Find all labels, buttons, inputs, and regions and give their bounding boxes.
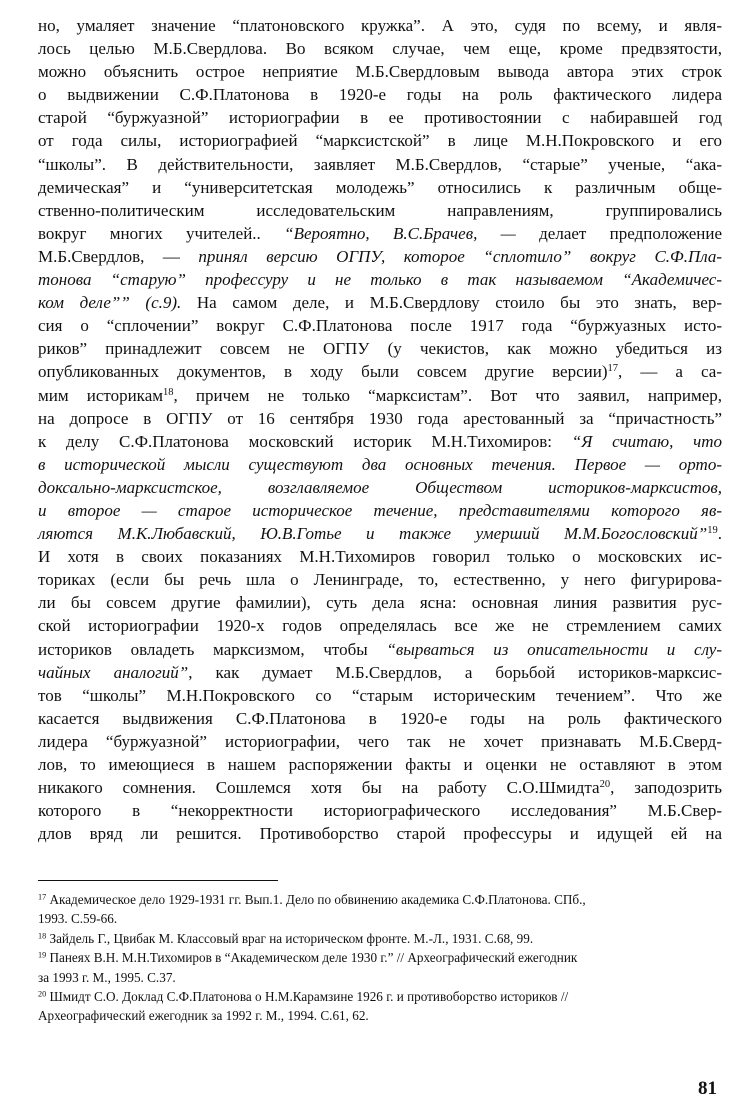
quote-segment: “Я считаю, что	[571, 431, 722, 451]
text-segment: На самом деле, и М.Б.Свердлову стоило бы это знать, вер-	[181, 293, 722, 313]
text-line: которого в “некорректности историографического исследования” М.Б.Свер-	[38, 801, 722, 821]
text-segment: никакого сомнения. Сошлемся хотя бы на работу С.О.Шмидта	[38, 778, 600, 798]
quote-segment: чайных аналогий”	[38, 662, 189, 682]
text-line: ли бы совсем другие фамилии), суть дела ясна: основная линия развития рус-	[38, 593, 722, 613]
text-line	[38, 476, 722, 499]
quote-segment: принял версию ОГПУ, которое “сплотило” вокруг С.Ф.Пла-	[198, 246, 723, 266]
footnote-continuation: 1993. С.59-66.	[38, 911, 118, 927]
footnote-number: 17	[38, 892, 47, 902]
text-line: старой “буржуазной” историографии в ее противостоянии с набиравшей год	[38, 108, 722, 128]
text-line: ственно-политическим исследовательским направлениям, группировались	[38, 200, 722, 220]
text-segment: , причем не только “марксистам”. Вот что заявил, например,	[173, 385, 722, 405]
text-line	[38, 453, 722, 476]
quote-segment: ком деле”” (с.9).	[38, 293, 182, 313]
footnote-text: Шмидт С.О. Доклад С.Ф.Платонова о Н.М.Карамзине 1926 г. и противоборство историков //	[49, 989, 569, 1005]
text-line: тов “школы” М.Н.Покровского со “старым историческим течением”. Что же	[38, 685, 722, 705]
footnote-ref: 20	[599, 779, 611, 791]
text-line	[38, 245, 722, 268]
text-segment: вокруг многих учителей..	[38, 223, 285, 243]
footnote-18	[38, 929, 722, 948]
text-line: можно объяснить острое неприятие М.Б.Свердловым вывода автора этих строк	[38, 62, 722, 82]
text-line: “школы”. В действительности, заявляет М.Б.Свердлов, “старые” ученые, “ака-	[38, 154, 722, 174]
footnote-line	[38, 890, 722, 909]
text-segment: мим историкам	[38, 385, 163, 405]
text-segment: .	[717, 524, 722, 544]
text-line: И хотя в своих показаниях М.Н.Тихомиров говорил только о московских ис-	[38, 547, 722, 567]
text-line: на допросе в ОГПУ от 16 сентября 1930 года арестованный за “причастность”	[38, 408, 722, 428]
text-segment: к делу С.Ф.Платонова московский историк М.Н.Тихомиров:	[38, 431, 572, 451]
page-number: 81	[698, 1078, 717, 1099]
footnote-text: Зайдель Г., Цвибак М. Классовый враг на историческом фронте. М.-Л., 1931. С.68, 99.	[49, 930, 534, 946]
text-segment: историков овладеть марксизмом, чтобы	[38, 639, 387, 659]
footnote-17	[38, 890, 722, 929]
text-segment: , — а са-	[618, 362, 722, 382]
text-line	[38, 776, 722, 799]
text-segment: М.Б.Свердлов, —	[38, 246, 199, 266]
text-line	[38, 638, 722, 661]
text-line: сия о “сплочении” вокруг С.Ф.Платонова после 1917 года “буржуазных исто-	[38, 316, 722, 336]
text-line: касается выдвижения С.Ф.Платонова в 1920-е годы на роль фактического	[38, 708, 722, 728]
quote-segment: в исторической мысли существуют два основных течения. Первое — орто-	[38, 454, 722, 474]
quote-segment: и второе — старое историческое течение, представителями которого яв-	[38, 500, 722, 520]
text-line: лов, то имеющиеся в нашем распоряжении факты и оценки не оставляют в этом	[38, 755, 722, 774]
text-line	[38, 291, 722, 314]
text-segment: , как думает М.Б.Свердлов, а борьбой историков-марксис-	[188, 662, 722, 682]
footnote-continuation: Археографический ежегодник за 1992 г. М., 1994. С.61, 62.	[38, 1008, 369, 1024]
text-line: лидера “буржуазной” историографии, чего так не хочет признавать М.Б.Сверд-	[38, 731, 722, 751]
text-line: ториках (если бы речь шла о Ленинграде, то, естественно, у него фигурирова-	[38, 570, 722, 590]
text-line: но, умаляет значение “платоновского кружка”. А это, судя по всему, и явля-	[38, 16, 722, 35]
text-line: риков” принадлежит совсем не ОГПУ (у чекистов, как можно убедиться из	[38, 339, 722, 359]
text-line	[38, 499, 722, 522]
quote-segment: ляются М.К.Любавский, Ю.В.Готье и также умерший М.М.Богословский”	[38, 524, 708, 544]
text-segment: опубликованных документов, в ходу были совсем другие версии)	[38, 362, 608, 382]
text-line	[38, 268, 722, 291]
text-line: длов вряд ли решится. Противоборство старой профессуры и идущей ей на	[38, 824, 722, 844]
footnote-20	[38, 987, 722, 1026]
footnote-separator	[38, 880, 278, 881]
text-segment: делает предположение	[539, 223, 722, 243]
text-line: лось целью М.Б.Свердлова. Во всяком случае, чем еще, кроме предвзятости,	[38, 39, 722, 59]
text-line: ской историографии 1920-х годов определялась все же не стремлением самих	[38, 616, 722, 636]
text-line	[38, 360, 722, 383]
text-line: от года силы, историографией “марксистской” в лице М.Н.Покровского и его	[38, 131, 722, 151]
footnote-line	[38, 987, 722, 1006]
main-text	[38, 14, 722, 845]
footnote-number: 18	[38, 931, 47, 941]
text-segment: , заподозрить	[610, 778, 722, 798]
quote-segment: “Вероятно, В.С.Брачев, —	[284, 223, 540, 243]
quote-segment: тонова “старую” профессуру и не только в так называемом “Академичес-	[38, 270, 722, 290]
footnote-ref: 18	[163, 386, 174, 398]
text-line	[38, 661, 722, 684]
quote-segment: “вырваться из описательности и слу-	[386, 639, 722, 659]
text-line	[38, 222, 722, 245]
footnote-ref: 17	[607, 363, 619, 375]
footnote-line	[38, 948, 722, 967]
text-line	[38, 384, 722, 407]
footnote-number: 19	[38, 950, 47, 960]
footnote-text: Панеях В.Н. М.Н.Тихомиров в “Академическом деле 1930 г.” // Археографический ежегодник	[49, 950, 578, 966]
footnote-number: 20	[38, 989, 47, 999]
footnote-continuation: за 1993 г. М., 1995. С.37.	[38, 969, 176, 985]
footnotes	[38, 890, 722, 1026]
text-line: о выдвижении С.Ф.Платонова в 1920-е годы на роль фактического лидера	[38, 85, 722, 105]
footnote-text: Академическое дело 1929-1931 гг. Вып.1. Дело по обвинению академика С.Ф.Платонова. СПб.,	[49, 892, 586, 907]
text-line	[38, 430, 722, 453]
footnote-ref: 19	[707, 525, 718, 537]
text-line	[38, 522, 722, 545]
text-line: демическая” и “университетская молодежь” относились к различным обще-	[38, 177, 722, 197]
quote-segment: доксально-марксистское, возглавляемое Обществом историков-марксистов,	[38, 477, 722, 497]
footnote-line	[38, 929, 722, 948]
footnote-19	[38, 948, 722, 987]
